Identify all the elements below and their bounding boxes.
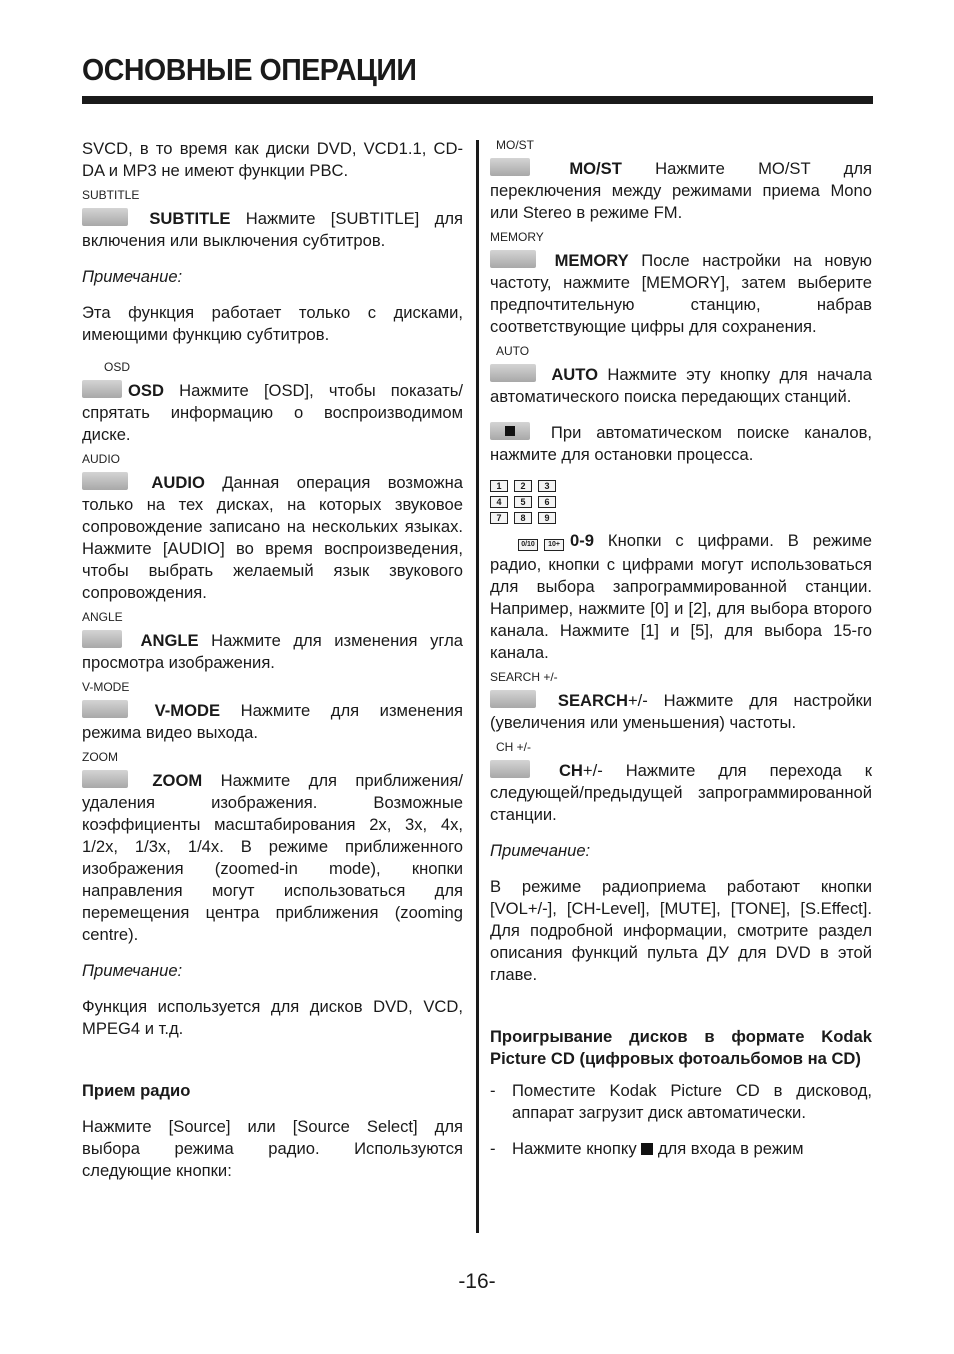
right-column — [490, 138, 872, 1160]
osd-paragraph — [82, 380, 463, 446]
note-text: Эта функция работает только с дисками, имеющими функцию субтитров. — [82, 303, 463, 344]
ch-button-icon — [490, 760, 530, 778]
list-item — [490, 1138, 872, 1160]
subtitle-label: SUBTITLE — [149, 209, 231, 228]
vmode-caption: V-MODE — [82, 680, 130, 694]
numpad-key-6: 6 — [538, 496, 556, 508]
numpad-row — [490, 512, 872, 528]
auto-paragraph — [490, 364, 872, 408]
page-title: ОСНОВНЫЕ ОПЕРАЦИИ — [82, 52, 417, 87]
column-divider — [476, 140, 479, 1233]
list-text: Поместите Kodak Picture CD в дисковод, аппарат загрузит диск автоматически. — [512, 1081, 872, 1122]
ch-caption: CH +/- — [496, 740, 532, 754]
osd-button-icon — [82, 380, 122, 398]
most-text: Нажмите MO/ST для переключения между режимами приема Mono или Stereo в режиме FM. — [490, 159, 872, 222]
zoom-paragraph — [82, 770, 463, 946]
digits-paragraph — [490, 530, 872, 664]
numpad-key-2: 2 — [514, 480, 532, 492]
search-suffix: +/- — [627, 691, 648, 710]
zoom-button-icon — [82, 770, 128, 788]
numpad-key-3: 3 — [538, 480, 556, 492]
memory-button-icon — [490, 250, 536, 268]
page-number: -16- — [458, 1270, 496, 1293]
memory-label: MEMORY — [554, 251, 629, 270]
note-text: В режиме радиоприема работают кнопки [VOL+/-], [CH-Level], [MUTE], [TONE], [S.Effect]. Для подробной информации, смотрите раздел описания функций пульта ДУ для DVD в этой главе. — [490, 877, 872, 984]
ch-paragraph — [490, 760, 872, 826]
stop-paragraph — [490, 422, 872, 466]
angle-text: Нажмите для изменения угла просмотра изображения. — [82, 631, 463, 672]
list-dash: - — [490, 1081, 496, 1100]
ch-label: CH — [558, 761, 583, 780]
osd-label: OSD — [128, 381, 164, 400]
numpad-row — [490, 496, 872, 512]
subtitle-caption: SUBTITLE — [82, 188, 140, 202]
list-text — [512, 1138, 872, 1160]
numpad-key-1: 1 — [490, 480, 508, 492]
subtitle-button-icon — [82, 208, 128, 226]
note-label: Примечание: — [82, 267, 183, 286]
stop-icon — [641, 1143, 653, 1155]
memory-caption: MEMORY — [490, 230, 544, 244]
left-column — [82, 138, 463, 1182]
audio-text: Данная операция возможна только на тех дисках, на которых звуковое сопровождение записано на нескольких языках. Нажмите [AUDIO] во время воспроизведения, чтобы выбрать желаемый язык звукового сопровождения. — [82, 473, 463, 602]
digits-label: 0-9 — [570, 531, 594, 550]
memory-paragraph — [490, 250, 872, 338]
most-button-icon — [490, 158, 530, 176]
subtitle-text: Нажмите [SUBTITLE] для включения или выключения субтитров. — [82, 209, 463, 250]
vmode-label: V-MODE — [154, 701, 221, 720]
most-paragraph — [490, 158, 872, 224]
vmode-button-icon — [82, 700, 128, 718]
note-text: Функция используется для дисков DVD, VCD, MPEG4 и т.д. — [82, 997, 463, 1038]
vmode-paragraph — [82, 700, 463, 744]
zoom-label: ZOOM — [152, 771, 203, 790]
audio-caption: AUDIO — [82, 452, 121, 466]
numpad-key-0-10: 0/10 — [518, 539, 538, 551]
angle-caption: ANGLE — [82, 610, 123, 624]
ch-text: Нажмите для перехода к следующей/предыдущей запрограммированной станции. — [490, 761, 872, 824]
radio-heading — [82, 1080, 463, 1102]
list-text-b: для входа в режим — [653, 1139, 804, 1158]
list-dash: - — [490, 1139, 496, 1158]
numpad-row — [490, 480, 872, 496]
intro-paragraph: SVCD, в то время как диски DVD, VCD1.1, CD-DA и MP3 не имеют функции PBC. — [82, 139, 463, 180]
memory-text: После настройки на новую частоту, нажмите [MEMORY], затем выберите предпочтительную станцию, набрав соответствующие цифры для сохранения. — [490, 251, 872, 336]
search-label: SEARCH — [557, 691, 628, 710]
note-label: Примечание: — [82, 961, 183, 980]
numpad-key-5: 5 — [514, 496, 532, 508]
numpad-key-4: 4 — [490, 496, 508, 508]
audio-paragraph — [82, 472, 463, 604]
numpad-key-10-plus: 10+ — [544, 539, 564, 551]
stop-icon — [490, 422, 530, 440]
angle-label: ANGLE — [140, 631, 199, 650]
angle-button-icon — [82, 630, 122, 648]
audio-button-icon — [82, 472, 128, 490]
osd-caption: OSD — [104, 360, 131, 374]
most-caption: MO/ST — [496, 138, 534, 152]
most-label: MO/ST — [569, 159, 622, 178]
ch-suffix: +/- — [582, 761, 603, 780]
search-paragraph — [490, 690, 872, 734]
list-item — [490, 1080, 872, 1124]
auto-caption: AUTO — [496, 344, 530, 358]
auto-label: AUTO — [551, 365, 599, 384]
auto-text: Нажмите эту кнопку для начала автоматического поиска передающих станций. — [490, 365, 872, 406]
kodak-heading — [490, 1026, 872, 1070]
stop-text: При автоматическом поиске каналов, нажмите для остановки процесса. — [490, 423, 872, 464]
numpad — [490, 480, 872, 528]
angle-paragraph — [82, 630, 463, 674]
numpad-key-8: 8 — [514, 512, 532, 524]
digits-text: Кнопки с цифрами. В режиме радио, кнопки с цифрами могут использоваться для выбора запрограммированной станции. Например, нажмите [0] и [2], для выбора второго канала. Нажмите [1] и [5], для выбора 15-го канала. — [490, 531, 872, 662]
zoom-caption: ZOOM — [82, 750, 118, 764]
search-caption: SEARCH +/- — [490, 670, 558, 684]
auto-button-icon — [490, 364, 536, 382]
note-label: Примечание: — [490, 841, 591, 860]
kodak-heading-text: Проигрывание дисков в формате Kodak Picture CD (цифровых фотоальбомов на CD) — [490, 1027, 872, 1068]
audio-label: AUDIO — [151, 473, 205, 492]
zoom-text: Нажмите для приближения/ удаления изображения. Возможные коэффициенты масштабирования 2x, 3x, 4x, 1/2x, 1/3x, 1/4x. В режиме приближенного изображения (zoomed-in mode), кнопки направления могут использоваться для перемещения центра приближения (zooming centre). — [82, 771, 463, 944]
osd-text: Нажмите [OSD], чтобы показать/ спрятать информацию о воспроизводимом диске. — [82, 381, 463, 444]
numpad-key-9: 9 — [538, 512, 556, 524]
radio-paragraph: Нажмите [Source] или [Source Select] для выбора режима радио. Используются следующие кнопки: — [82, 1117, 463, 1180]
search-button-icon — [490, 690, 536, 708]
numpad-extra — [490, 538, 570, 548]
search-text: Нажмите для настройки (увеличения или уменьшения) частоты. — [490, 691, 872, 732]
list-text-a: Нажмите кнопку — [512, 1139, 642, 1158]
vmode-text: Нажмите для изменения режима видео выхода. — [82, 701, 463, 742]
title-rule — [82, 96, 873, 104]
subtitle-paragraph — [82, 208, 463, 252]
numpad-key-7: 7 — [490, 512, 508, 524]
radio-heading-text: Прием радио — [82, 1081, 191, 1100]
